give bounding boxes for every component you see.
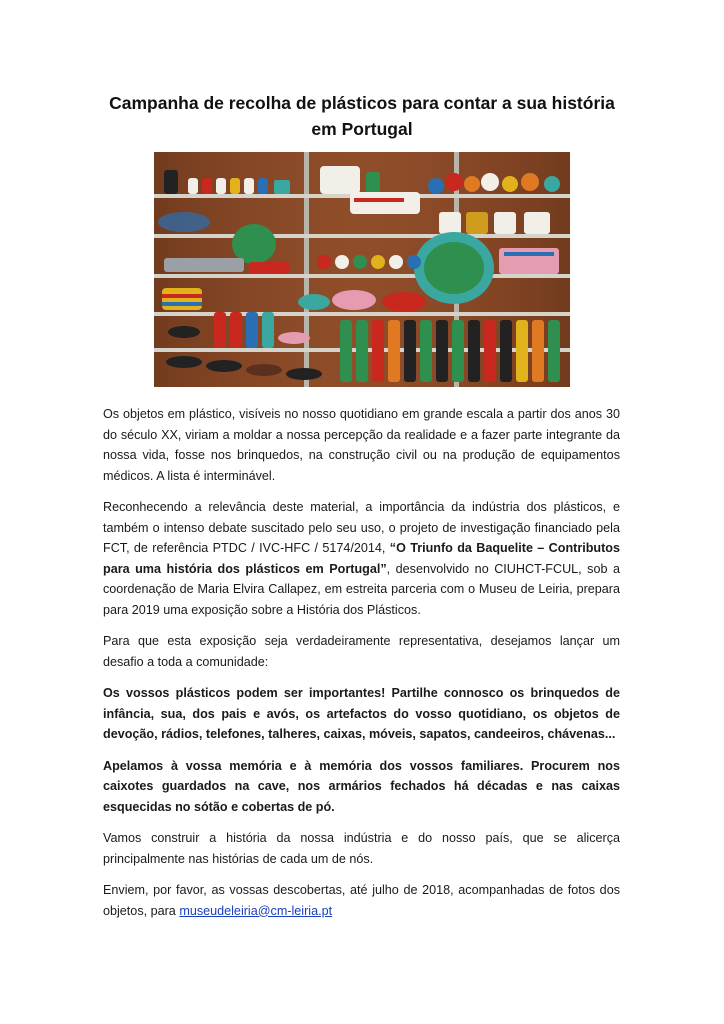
article-body bbox=[103, 404, 620, 932]
paragraph-history: Vamos construir a história da nossa indústria e do nosso país, que se alicerça principalmente nas histórias de cada um de nós. bbox=[103, 831, 620, 866]
paragraph-contact bbox=[103, 880, 620, 921]
paragraph-project-start: Reconhecendo a relevância deste material, a importância da indústria dos plásticos, e também o intenso debate suscitado pelo seu uso, o projeto de investigação financiado pela FCT, de referência PTDC / IVC-HFC / 5174/2014, bbox=[103, 500, 620, 555]
paragraph-challenge: Para que esta exposição seja verdadeiramente representativa, desejamos lançar um desafio a toda a comunidade: bbox=[103, 634, 620, 669]
paragraph-memory: Apelamos à vossa memória e à memória dos vossos familiares. Procurem nos caixotes guardados na cave, nos armários fechados há décadas e nas caixas esquecidas no sótão e cobertas de pó. bbox=[103, 758, 620, 814]
paragraph-project-end: , desenvolvido no CIUHCT-FCUL, sob a coordenação de Maria Elvira Callapez, em estreita parceria com o Museu de Leiria, prepara para 2019 uma exposição sobre a História dos Plásticos. bbox=[103, 561, 620, 617]
shelves-of-plastic-objects-photo bbox=[154, 152, 570, 387]
page-title: Campanha de recolha de plásticos para contar a sua história em Portugal bbox=[109, 93, 615, 139]
paragraph-project bbox=[103, 497, 620, 620]
project-title: “O Triunfo da Baquelite – Contributos para uma história dos plásticos em Portugal” bbox=[103, 541, 621, 576]
email-link[interactable]: museudeleiria@cm-leiria.pt bbox=[179, 903, 333, 918]
paragraph-contact-start: Enviem, por favor, as vossas descobertas, até julho de 2018, acompanhadas de fotos dos objetos, para bbox=[103, 883, 620, 918]
paragraph-intro: Os objetos em plástico, visíveis no nosso quotidiano em grande escala a partir dos anos 30 do século XX, viriam a moldar a nossa percepção da realidade e a fazer parte integrante da nossa vida, fosse nos brinquedos, na construção civil ou na produção de equipamentos médicos. A lista é interminável. bbox=[103, 407, 620, 483]
paragraph-appeal: Os vossos plásticos podem ser importantes! Partilhe connosco os brinquedos de infância, sua, dos pais e avós, os artefactos do vosso quotidiano, os objetos de devoção, rádios, telefones, talheres, caixas, móveis, sapatos, candeeiros, chávenas... bbox=[103, 686, 620, 741]
